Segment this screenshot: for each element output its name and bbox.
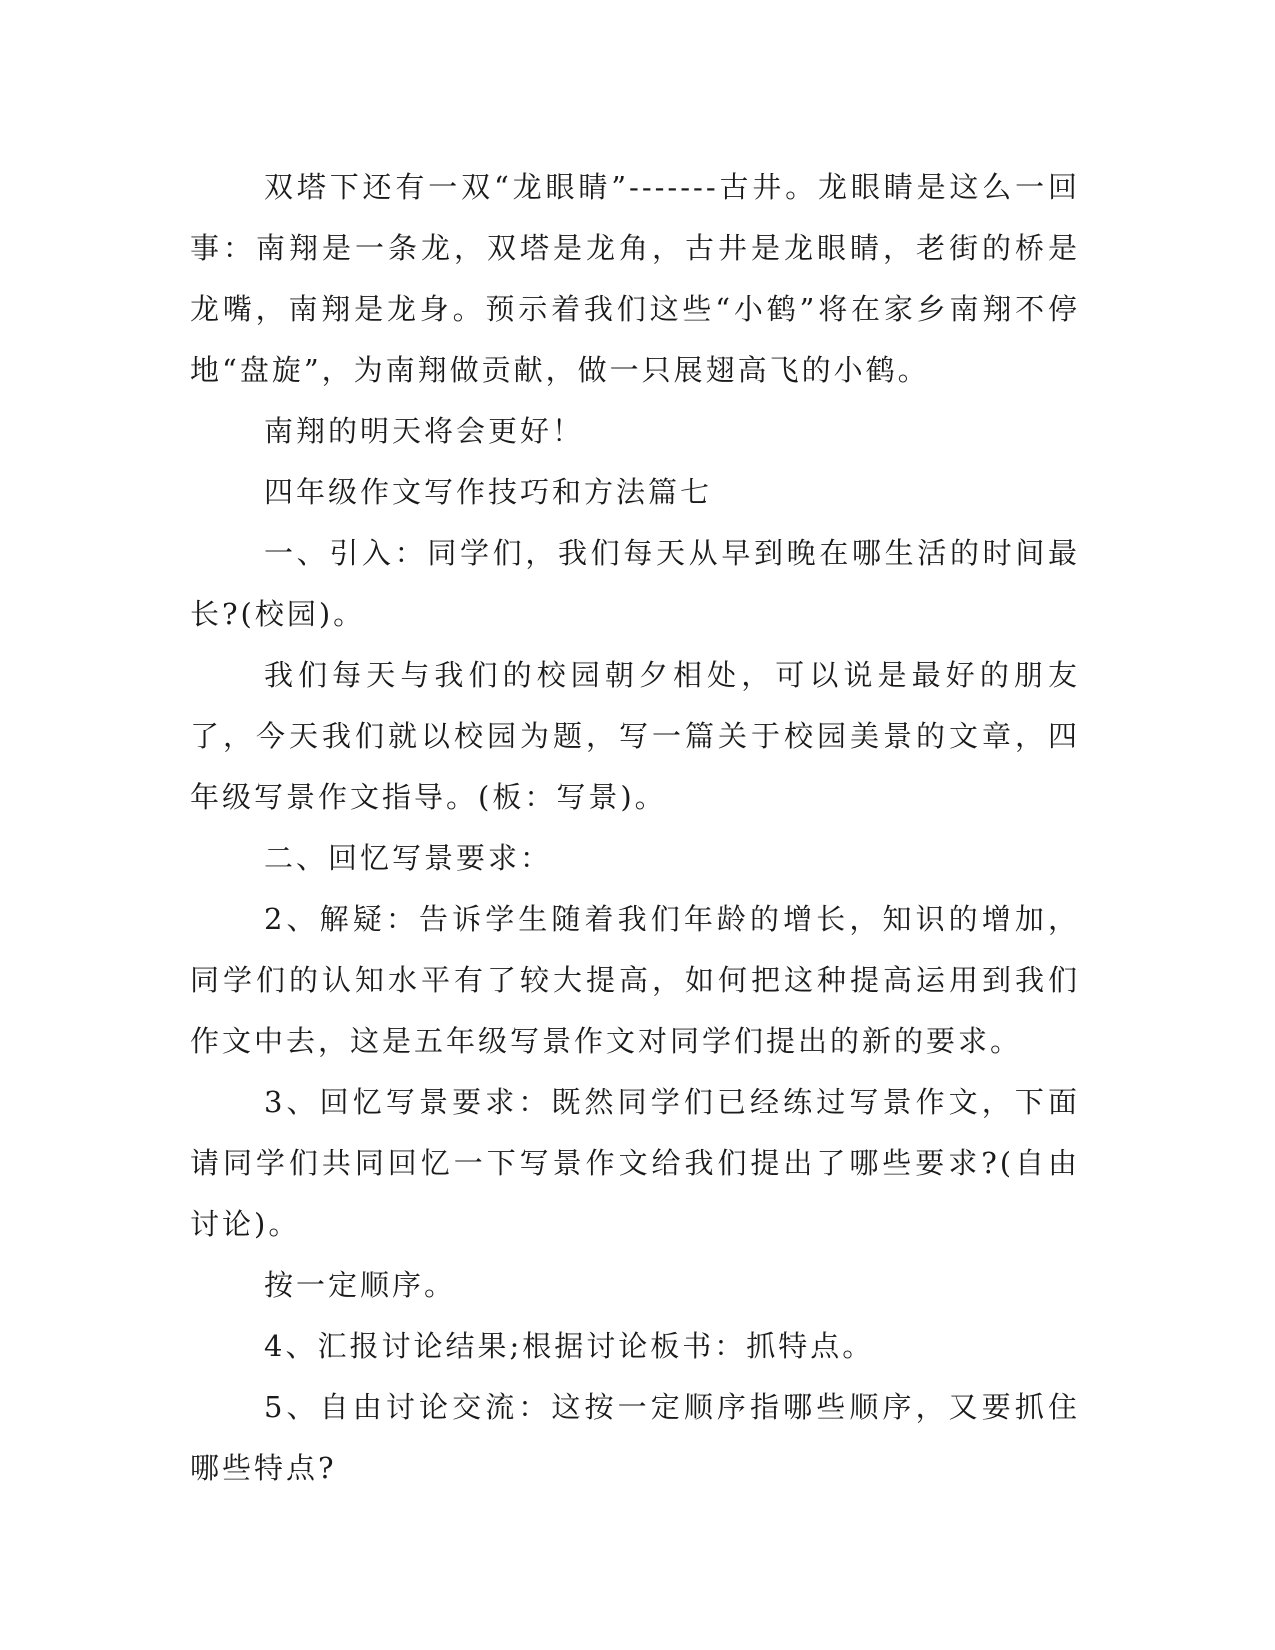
- paragraph-8: 按一定顺序。: [264, 1268, 457, 1302]
- paragraph-4: 我们每天与我们的校园朝夕相处，可以说是最好的朋友了，今天我们就以校园为题，写一篇关于校园美景的文章，四年级写景作文指导。(板：写景)。: [190, 658, 1080, 814]
- paragraph-6: 2、解疑：告诉学生随着我们年龄的增长，知识的增加，同学们的认知水平有了较大提高，如何把这种提高运用到我们作文中去，这是五年级写景作文对同学们提出的新的要求。: [190, 902, 1080, 1058]
- paragraph-9: 4、汇报讨论结果;根据讨论板书：抓特点。: [264, 1329, 875, 1363]
- paragraph-5: 二、回忆写景要求：: [264, 841, 553, 875]
- paragraph-10: 5、自由讨论交流：这按一定顺序指哪些顺序，又要抓住哪些特点?: [190, 1390, 1080, 1485]
- paragraph-2: 南翔的明天将会更好！: [264, 414, 585, 448]
- document-body: [190, 157, 1080, 1499]
- paragraph-3: 一、引入：同学们，我们每天从早到晚在哪生活的时间最长?(校园)。: [190, 536, 1080, 631]
- paragraph-7: 3、回忆写景要求：既然同学们已经练过写景作文，下面请同学们共同回忆一下写景作文给我们提出了哪些要求?(自由讨论)。: [190, 1085, 1080, 1241]
- section-heading: 四年级作文写作技巧和方法篇七: [264, 475, 713, 509]
- paragraph-1: 双塔下还有一双“龙眼睛”-------古井。龙眼睛是这么一回事：南翔是一条龙，双塔是龙角，古井是龙眼睛，老街的桥是龙嘴，南翔是龙身。预示着我们这些“小鹤”将在家乡南翔不停地“盘旋”，为南翔做贡献，做一只展翅高飞的小鹤。: [190, 170, 1080, 387]
